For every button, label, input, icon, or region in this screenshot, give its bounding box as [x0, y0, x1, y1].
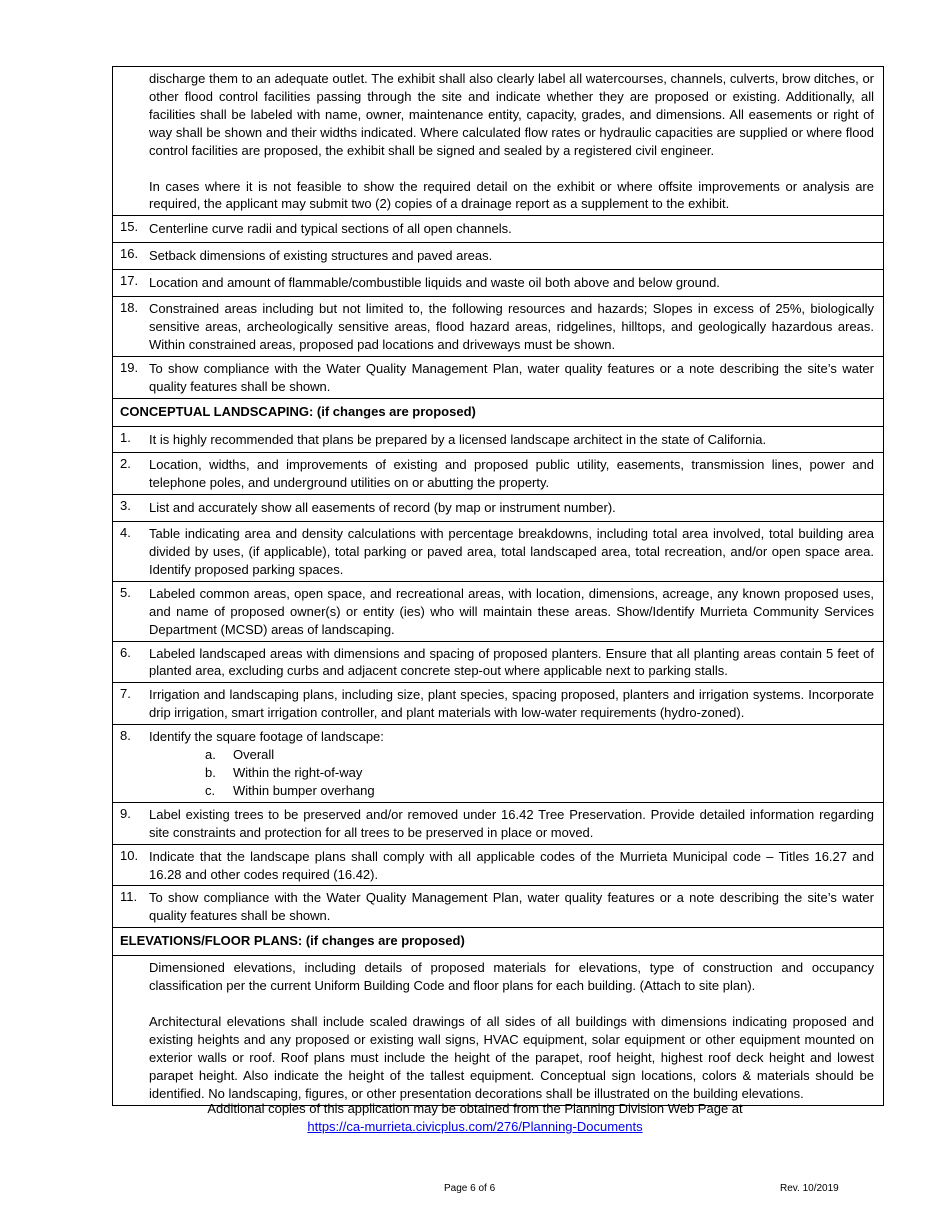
item-number: 19. — [120, 359, 139, 375]
landscaping-item-8 — [113, 724, 883, 802]
drainage-paragraph-1: discharge them to an adequate outlet. The exhibit shall also clearly label all watercourses, channels, culverts, brow ditches, or other flood control facilities passing through the site and indicate whether they are proposed or existing. Additionally, all facilities shall be labeled with name, owner, maintenance entity, capacity, grades, and dimensions. All easements or right of way shall be shown and their widths indicated. Where calculated flow rates or hydraulic capacities are supplied or where flood control facilities are proposed, the exhibit shall be signed and sealed by a registered civil engineer. — [149, 71, 874, 158]
elevations-section-header — [113, 927, 883, 955]
item-text: Location and amount of flammable/combustible liquids and waste oil both above and below ground. — [149, 275, 720, 291]
item-number: 18. — [120, 300, 139, 316]
item-text: Setback dimensions of existing structures and paved areas. — [149, 248, 493, 264]
elevations-paragraph-1: Dimensioned elevations, including details of proposed materials for elevations, type of construction and occupancy classification per the current Uniform Building Code and floor plans for each building. (Attach to site plan). — [149, 960, 874, 994]
item-number: 10. — [120, 847, 139, 863]
sub-item-text: Within bumper overhang — [233, 782, 375, 798]
item-number: 11. — [120, 889, 138, 905]
footer-note-text: Additional copies of this application may be obtained from the Planning Division Web Page at — [207, 1101, 743, 1116]
landscaping-section-header — [113, 398, 883, 426]
landscaping-item-4 — [113, 521, 883, 581]
item-number: 2. — [120, 456, 131, 472]
item-number: 6. — [120, 644, 131, 660]
item-text: Constrained areas including but not limited to, the following resources and hazards; Slopes in excess of 25%, biologically sensitive areas, archeologically sensitive areas, flood hazard areas, ridgelines, hilltops, and geologically hazardous areas. Within constrained areas, proposed pad locations and driveways must be shown. — [149, 301, 874, 352]
landscaping-item-1 — [113, 426, 883, 453]
section-heading: CONCEPTUAL LANDSCAPING: (if changes are proposed) — [120, 403, 476, 419]
item-text: Irrigation and landscaping plans, including size, plant species, spacing proposed, planters and irrigation systems. Incorporate drip irrigation, smart irrigation controller, and plant materials with low-water requirements (hydro-zoned). — [149, 687, 874, 721]
landscaping-item-3 — [113, 494, 883, 521]
sub-item-letter: a. — [205, 747, 216, 763]
sub-item-overall — [205, 746, 874, 764]
item-text: Label existing trees to be preserved and/or removed under 16.42 Tree Preservation. Provide detailed information regarding site constraints and protection for all trees to be preserved in place or moved. — [149, 806, 874, 840]
planning-documents-link[interactable]: https://ca-murrieta.civicplus.com/276/Planning-Documents — [307, 1119, 643, 1134]
sub-item-letter: c. — [205, 782, 216, 798]
item-number: 16. — [120, 246, 139, 262]
sub-item-text: Overall — [233, 747, 275, 763]
item-number: 8. — [120, 728, 131, 744]
elevations-paragraph-2: Architectural elevations shall include scaled drawings of all sides of all buildings with dimensions indicating proposed and existing heights and any proposed or existing wall signs, HVAC equipment, solar equipment or other equipment mounted on exterior walls or roof. Roof plans must include the height of the parapet, roof height, highest roof deck height and lowest parapet height. Also indicate the height of the tallest equipment. Conceptual sign locations, colors & materials should be identified. No landscaping, figures, or other presentation decorations shall be illustrated on the building elevations. — [149, 1013, 874, 1101]
item-text: Labeled landscaped areas with dimensions and spacing of proposed planters. Ensure that all planting areas contain 5 feet of planted area, excluding curbs and adjacent concrete step-out where applicable next to parking stalls. — [149, 645, 874, 679]
footer-note — [0, 1100, 950, 1136]
drainage-continuation-row — [113, 67, 883, 215]
site-item-15 — [113, 215, 883, 242]
item-number: 15. — [120, 219, 139, 235]
requirements-table — [112, 66, 884, 1106]
item-text: Location, widths, and improvements of existing and proposed public utility, easements, transmission lines, power and telephone poles, and underground utilities on or abutting the property. — [149, 457, 874, 491]
item-number: 4. — [120, 525, 131, 541]
item-number: 7. — [120, 686, 131, 702]
item-text: To show compliance with the Water Quality Management Plan, water quality features or a note describing the site’s water quality features shall be shown. — [149, 360, 874, 394]
item-number: 17. — [120, 273, 139, 289]
landscaping-item-10 — [113, 844, 883, 886]
item-text: List and accurately show all easements of record (by map or instrument number). — [149, 500, 616, 516]
landscaping-item-11 — [113, 885, 883, 927]
item-text: Centerline curve radii and typical sections of all open channels. — [149, 221, 512, 237]
landscaping-item-6 — [113, 641, 883, 683]
revision-date: Rev. 10/2019 — [780, 1183, 839, 1194]
site-item-16 — [113, 242, 883, 269]
section-heading: ELEVATIONS/FLOOR PLANS: (if changes are proposed) — [120, 933, 465, 949]
item-text: Identify the square footage of landscape: — [149, 729, 384, 745]
item-text: Table indicating area and density calculations with percentage breakdowns, including total area involved, total building area divided by uses, (if applicable), total parking or paved area, total landscaped area, total recreation, and/or open space area. Identify proposed parking spaces. — [149, 526, 874, 577]
landscaping-item-2 — [113, 452, 883, 494]
item-text: It is highly recommended that plans be prepared by a licensed landscape architect in the state of California. — [149, 431, 767, 447]
item-number: 9. — [120, 805, 131, 821]
page-number: Page 6 of 6 — [444, 1183, 496, 1194]
item-number: 3. — [120, 498, 131, 514]
sub-item-right-of-way — [205, 764, 874, 782]
item-text: Indicate that the landscape plans shall comply with all applicable codes of the Murrieta Municipal code – Titles 16.27 and 16.28 and other codes required (16.42). — [149, 848, 874, 882]
item-number: 1. — [120, 429, 131, 445]
sub-item-bumper-overhang — [205, 782, 874, 800]
site-item-18 — [113, 296, 883, 356]
sub-item-letter: b. — [205, 765, 216, 780]
sub-item-text: Within the right-of-way — [233, 765, 363, 780]
landscaping-item-9 — [113, 802, 883, 844]
elevations-content-row — [113, 955, 883, 1104]
item-text: To show compliance with the Water Quality Management Plan, water quality features or a note describing the site’s water quality features shall be shown. — [149, 890, 874, 924]
site-item-19 — [113, 356, 883, 398]
landscaping-item-5 — [113, 581, 883, 641]
drainage-paragraph-2: In cases where it is not feasible to show the required detail on the exhibit or where offsite improvements or analysis are required, the applicant may submit two (2) copies of a drainage report as a supplement to the exhibit. — [149, 178, 874, 212]
landscaping-item-7 — [113, 682, 883, 724]
site-item-17 — [113, 269, 883, 296]
item-text: Labeled common areas, open space, and recreational areas, with location, dimensions, acreage, any known proposed uses, and name of proposed owner(s) or entity (ies) who will maintain these areas. Show/Identify Murrieta Community Services Department (MCSD) areas of landscaping. — [149, 585, 874, 637]
item-number: 5. — [120, 584, 131, 600]
